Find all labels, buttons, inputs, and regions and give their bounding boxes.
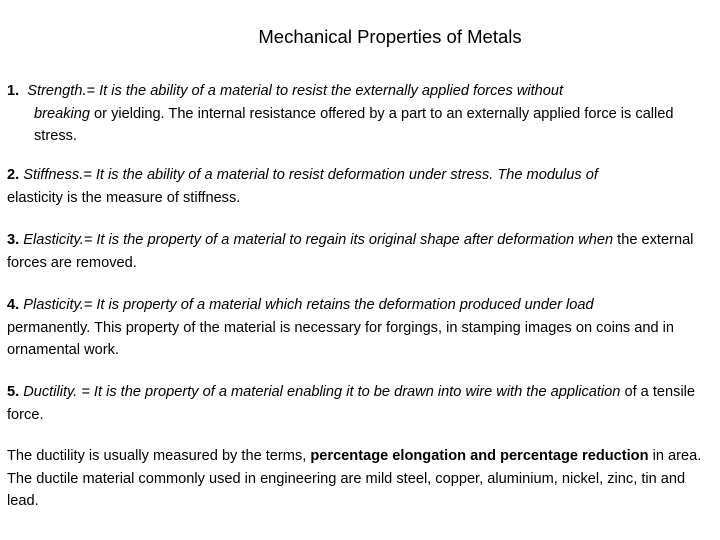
item-definition: = It is the property of a material enabling it to be drawn into wire with the application [77, 384, 621, 400]
closing-bold-terms: percentage elongation and percentage reduction [310, 448, 649, 464]
item-stiffness [7, 164, 719, 209]
item-text: of a tensile force. [7, 384, 696, 423]
item-number: 2. [7, 167, 20, 183]
item-definition: = It is the property of a material to regain its original shape after deformation when [83, 232, 614, 248]
closing-text-after: in area. The ductile material commonly used in engineering are mild steel, copper, aluminium, nickel, zinc, tin and lead. [7, 448, 702, 509]
item-number: 5. [7, 384, 20, 400]
closing-paragraph [7, 445, 719, 513]
page-title: Mechanical Properties of Metals [258, 26, 522, 47]
item-strength [7, 80, 719, 148]
item-elasticity [7, 229, 719, 274]
item-term: Plasticity. [23, 297, 84, 313]
item-definition: = It is the ability of a material to resist deformation under stress. The modulus of [83, 167, 598, 183]
item-ductility [7, 381, 719, 426]
closing-text-before: The ductility is usually measured by the terms, [7, 448, 311, 464]
item-term: Strength. [27, 83, 87, 99]
item-number: 3. [7, 232, 20, 248]
item-text: or yielding. The internal resistance offered by a part to an externally applied force is called stress. [34, 105, 674, 144]
item-definition: = It is the ability of a material to resist the externally applied forces without [86, 83, 564, 99]
item-definition: = It is property of a material which retains the deformation produced under load [83, 297, 594, 313]
item-term: Ductility. [23, 384, 78, 400]
item-number: 1. [7, 83, 20, 99]
item-text: elasticity is the measure of stiffness. [7, 189, 241, 206]
item-definition-cont: breaking [34, 105, 90, 122]
item-text: the external forces are removed. [7, 232, 694, 271]
item-text: permanently. This property of the material is necessary for forgings, in stamping images on coins and in ornamental work. [7, 319, 675, 358]
item-number: 4. [7, 297, 20, 313]
item-term: Stiffness. [23, 167, 84, 183]
item-term: Elasticity. [23, 232, 84, 248]
item-plasticity [7, 294, 719, 362]
